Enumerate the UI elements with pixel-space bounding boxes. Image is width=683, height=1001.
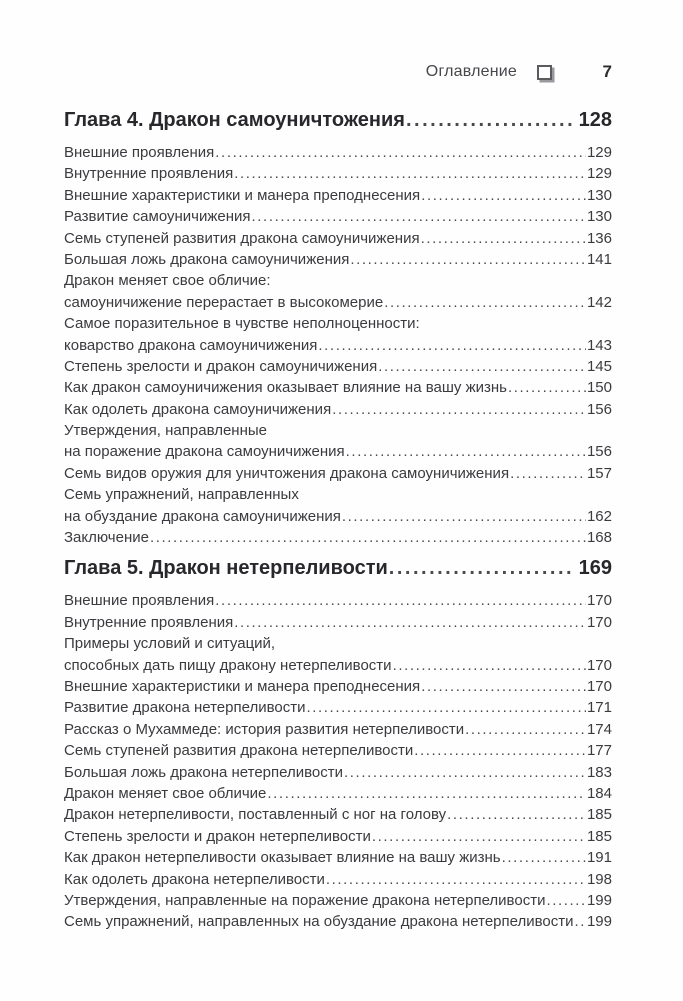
chapter-title: Глава 5. Дракон нетерпеливости	[64, 557, 388, 580]
toc-entry-line	[64, 337, 612, 358]
entry-title: Утверждения, направленные	[64, 422, 267, 440]
entry-page-number: 142	[586, 293, 612, 311]
dot-leader	[378, 358, 586, 375]
entry-page-number: 184	[586, 784, 612, 802]
dot-leader	[215, 144, 586, 161]
toc-entry-line	[64, 614, 612, 635]
chapter-heading	[64, 107, 612, 133]
entry-title: Утверждения, направленные на поражение дракона нетерпеливости	[64, 891, 546, 909]
toc-entry-line	[64, 401, 612, 422]
entry-page-number: 141	[586, 250, 612, 268]
entry-title: Внешние характеристики и манера преподнесения	[64, 677, 421, 695]
dot-leader	[342, 508, 586, 525]
entry-page-number: 185	[586, 827, 612, 845]
entry-title: Степень зрелости и дракон нетерпеливости	[64, 827, 371, 845]
toc-entry-line	[64, 208, 612, 229]
entry-title: Семь видов оружия для уничтожения дракона самоуничижения	[64, 464, 510, 482]
toc-entry-line	[64, 251, 612, 272]
toc-entry-line	[64, 443, 612, 464]
entry-title: Как дракон самоуничижения оказывает влияние на вашу жизнь	[64, 379, 507, 397]
entry-page-number: 162	[586, 507, 612, 525]
toc-entry-line	[64, 272, 612, 293]
running-header	[64, 63, 612, 81]
entry-title: Примеры условий и ситуаций,	[64, 635, 276, 653]
entry-page-number: 130	[586, 186, 612, 204]
toc-entry-line	[64, 892, 612, 913]
toc-entry-line	[64, 315, 612, 336]
toc-entry-line	[64, 592, 612, 613]
entry-title: на обуздание дракона самоуничижения	[64, 507, 341, 525]
toc-entry-line	[64, 806, 612, 827]
running-header-title: Оглавление	[425, 63, 517, 80]
toc-entry-line	[64, 294, 612, 315]
toc-entry-line	[64, 165, 612, 186]
running-header-page-number: 7	[602, 62, 612, 81]
dot-leader	[447, 806, 586, 823]
toc-chapter	[64, 107, 612, 550]
dot-leader	[350, 251, 586, 268]
entry-title: Рассказ о Мухаммеде: история развития нетерпеливости	[64, 720, 465, 738]
toc-entry-line	[64, 635, 612, 656]
dot-leader	[406, 107, 573, 133]
chapter-title: Глава 4. Дракон самоуничтожения	[64, 109, 405, 131]
toc-entry-line	[64, 358, 612, 379]
entry-page-number: 157	[586, 464, 612, 482]
entry-page-number: 185	[586, 806, 612, 824]
dot-leader	[318, 337, 586, 354]
entry-page-number: 183	[586, 763, 612, 781]
entry-page-number: 156	[586, 443, 612, 461]
chapter-entry-list	[64, 144, 612, 550]
dot-leader	[332, 401, 586, 418]
chapter-page-number: 169	[578, 557, 612, 580]
entry-page-number: 129	[586, 165, 612, 183]
entry-title: Большая ложь дракона самоуничижения	[64, 250, 350, 268]
entry-page-number: 136	[586, 229, 612, 247]
dot-leader	[372, 828, 586, 845]
dot-leader	[414, 742, 586, 759]
toc-entry-line	[64, 913, 612, 934]
toc-entry-line	[64, 657, 612, 678]
dot-leader	[575, 913, 586, 930]
entry-title: самоуничижение перерастает в высокомерие	[64, 293, 384, 311]
dot-leader	[344, 764, 586, 781]
entry-title: Степень зрелости и дракон самоуничижения	[64, 357, 378, 375]
dot-leader	[326, 871, 586, 888]
entry-page-number: 199	[586, 913, 612, 931]
dot-leader	[508, 379, 586, 396]
dot-leader	[502, 849, 586, 866]
entry-title: Развитие самоуничижения	[64, 208, 251, 226]
toc-entry-line	[64, 529, 612, 550]
entry-title: Дракон меняет свое обличие	[64, 784, 267, 802]
entry-title: на поражение дракона самоуничижения	[64, 443, 345, 461]
dot-leader	[421, 187, 586, 204]
dot-leader	[346, 443, 586, 460]
dot-leader	[267, 785, 586, 802]
dot-leader	[306, 699, 585, 716]
dot-leader	[421, 230, 586, 247]
dot-leader	[389, 555, 573, 581]
dot-leader	[384, 294, 586, 311]
entry-page-number: 145	[586, 357, 612, 375]
toc-entry-line	[64, 230, 612, 251]
entry-page-number: 170	[586, 613, 612, 631]
dot-leader	[234, 614, 586, 631]
entry-title: Семь упражнений, направленных	[64, 486, 299, 504]
dot-leader	[234, 165, 586, 182]
chapter-page-number: 128	[578, 109, 612, 131]
toc-entry-line	[64, 144, 612, 165]
dot-leader	[252, 208, 586, 225]
entry-page-number: 198	[586, 870, 612, 888]
toc-entry-line	[64, 486, 612, 507]
entry-title: Внешние проявления	[64, 144, 215, 161]
entry-title: Большая ложь дракона нетерпеливости	[64, 763, 344, 781]
entry-title: Как одолеть дракона самоуничижения	[64, 400, 332, 418]
entry-page-number: 170	[586, 677, 612, 695]
dot-leader	[510, 465, 586, 482]
entry-title: Внутренние проявления	[64, 165, 234, 183]
entry-title: Как одолеть дракона нетерпеливости	[64, 870, 325, 888]
entry-title: Дракон меняет свое обличие:	[64, 272, 271, 290]
entry-page-number: 177	[586, 742, 612, 760]
toc-entry-line	[64, 465, 612, 486]
dot-leader	[421, 678, 586, 695]
entry-title: Дракон нетерпеливости, поставленный с ног на голову	[64, 806, 447, 824]
entry-title: Внутренние проявления	[64, 613, 234, 631]
entry-title: Семь упражнений, направленных на обуздание дракона нетерпеливости	[64, 913, 574, 931]
entry-page-number: 156	[586, 400, 612, 418]
toc-entry-line	[64, 187, 612, 208]
entry-page-number: 130	[586, 208, 612, 226]
entry-page-number: 191	[586, 849, 612, 867]
entry-page-number: 143	[586, 336, 612, 354]
entry-title: Самое поразительное в чувстве неполноценности:	[64, 315, 420, 333]
chapter-entry-list	[64, 592, 612, 934]
entry-page-number: 199	[586, 891, 612, 909]
toc-entry-line	[64, 721, 612, 742]
entry-page-number: 174	[586, 720, 612, 738]
dot-leader	[215, 592, 586, 609]
toc-entry-line	[64, 379, 612, 400]
toc-entry-line	[64, 678, 612, 699]
dot-leader	[465, 721, 586, 738]
toc-entry-line	[64, 785, 612, 806]
entry-title: коварство дракона самоуничижения	[64, 336, 318, 354]
toc-entry-line	[64, 828, 612, 849]
toc-entry-line	[64, 849, 612, 870]
entry-title: Внешние проявления	[64, 592, 215, 610]
toc-entry-line	[64, 422, 612, 443]
entry-title: Заключение	[64, 529, 149, 547]
entry-title: Как дракон нетерпеливости оказывает влияние на вашу жизнь	[64, 849, 501, 867]
entry-page-number: 171	[586, 699, 612, 717]
entry-title: Внешние характеристики и манера преподнесения	[64, 186, 421, 204]
entry-page-number: 150	[586, 379, 612, 397]
dot-leader	[150, 529, 586, 546]
dot-leader	[393, 657, 586, 674]
entry-title: Семь ступеней развития дракона нетерпеливости	[64, 742, 414, 760]
entry-page-number: 129	[586, 144, 612, 161]
entry-page-number: 168	[586, 529, 612, 547]
shadowed-square-icon	[537, 65, 552, 80]
entry-title: Семь ступеней развития дракона самоуничижения	[64, 229, 420, 247]
table-of-contents	[64, 107, 612, 935]
toc-entry-line	[64, 742, 612, 763]
entry-page-number: 170	[586, 592, 612, 610]
dot-leader	[546, 892, 586, 909]
chapter-heading	[64, 555, 612, 581]
toc-entry-line	[64, 699, 612, 720]
toc-entry-line	[64, 508, 612, 529]
toc-entry-line	[64, 764, 612, 785]
entry-title: способных дать пищу дракону нетерпеливости	[64, 656, 392, 674]
toc-entry-line	[64, 871, 612, 892]
toc-chapter	[64, 555, 612, 934]
entry-page-number: 170	[586, 656, 612, 674]
entry-title: Развитие дракона нетерпеливости	[64, 699, 306, 717]
